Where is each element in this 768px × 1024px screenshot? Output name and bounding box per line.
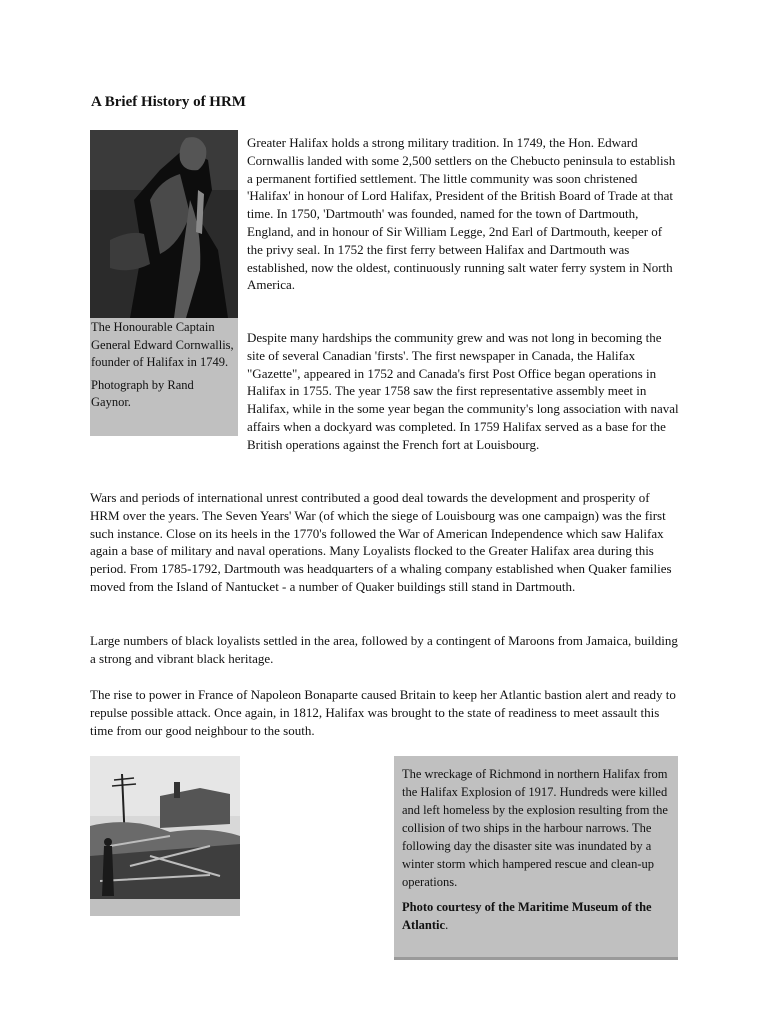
explosion-credit-text: Photo courtesy of the Maritime Museum of the Atlantic [402, 900, 652, 932]
cornwallis-caption [90, 318, 238, 412]
page-title: A Brief History of HRM [91, 94, 246, 110]
explosion-photo-credit [402, 898, 672, 934]
history-paragraph-5: The rise to power in France of Napoleon Bonaparte caused Britain to keep her Atlantic bastion alert and ready to repulse possible attack. Once again, in 1812, Halifax was brought to the state of readiness to meet assault this time from our good neighbour to the south. [90, 687, 676, 738]
explosion-figure [90, 756, 240, 916]
history-paragraph-4: Large numbers of black loyalists settled in the area, followed by a contingent of Maroons from Jamaica, building a strong and vibrant black heritage. [90, 633, 678, 666]
history-paragraph-3: Wars and periods of international unrest contributed a good deal towards the development and prosperity of HRM over the years. The Seven Years' War (of which the siege of Louisbourg was one campaign) was the first such instance. Close on its heels in the 1770's followed the War of American Independence which saw Halifax again a base of military and naval operations. Many Loyalists flocked to the Greater Halifax area during this period. From 1785-1792, Dartmouth was headquarters of a whaling company established when Quaker families moved from the Island of Nantucket - a number of Quaker buildings still stand in Dartmouth. [90, 490, 672, 594]
cornwallis-statue-photo [90, 130, 238, 318]
history-paragraph-2: Despite many hardships the community grew and was not long in becoming the site of several Canadian 'firsts'. The first newspaper in Canada, the Halifax "Gazette", appeared in 1752 and Canada's first Post Office began operations in Halifax in 1755. The year 1758 saw the first representative assembly meet in Halifax, while in the some year began the community's long association with naval affairs when a dockyard was completed. In 1759 Halifax served as a base for the British operations against the French fort at Louisbourg. [247, 330, 679, 452]
explosion-caption-box [394, 756, 678, 960]
explosion-wreckage-photo [90, 756, 240, 899]
cornwallis-figure [90, 130, 238, 436]
explosion-credit-period: . [445, 918, 449, 932]
history-paragraph-1: Greater Halifax holds a strong military tradition. In 1749, the Hon. Edward Cornwallis landed with some 2,500 settlers on the Chebucto peninsula to establish a permanent fortified settlement. The little community was soon christened 'Halifax' in honour of Lord Halifax, President of the British Board of Trade at that time. In 1750, 'Dartmouth' was founded, named for the town of Dartmouth, England, and in honour of Sir William Legge, 2nd Earl of Dartmouth, keeper of the privy seal. In 1752 the first ferry between Halifax and Dartmouth was established, now the oldest, continuously running salt water ferry system in North America. [247, 135, 676, 293]
cornwallis-photo-credit: Photograph by Rand Gaynor. [91, 377, 194, 409]
cornwallis-caption-text: The Honourable Captain General Edward Cornwallis, founder of Halifax in 1749. [91, 320, 234, 369]
explosion-caption-text: The wreckage of Richmond in northern Halifax from the Halifax Explosion of 1917. Hundreds were killed and left homeless by the explosion resulting from the collision of two ships in the harbour narrows. The following day the disaster site was inundated by a winter storm which hampered rescue and clean-up operations. [402, 767, 668, 889]
